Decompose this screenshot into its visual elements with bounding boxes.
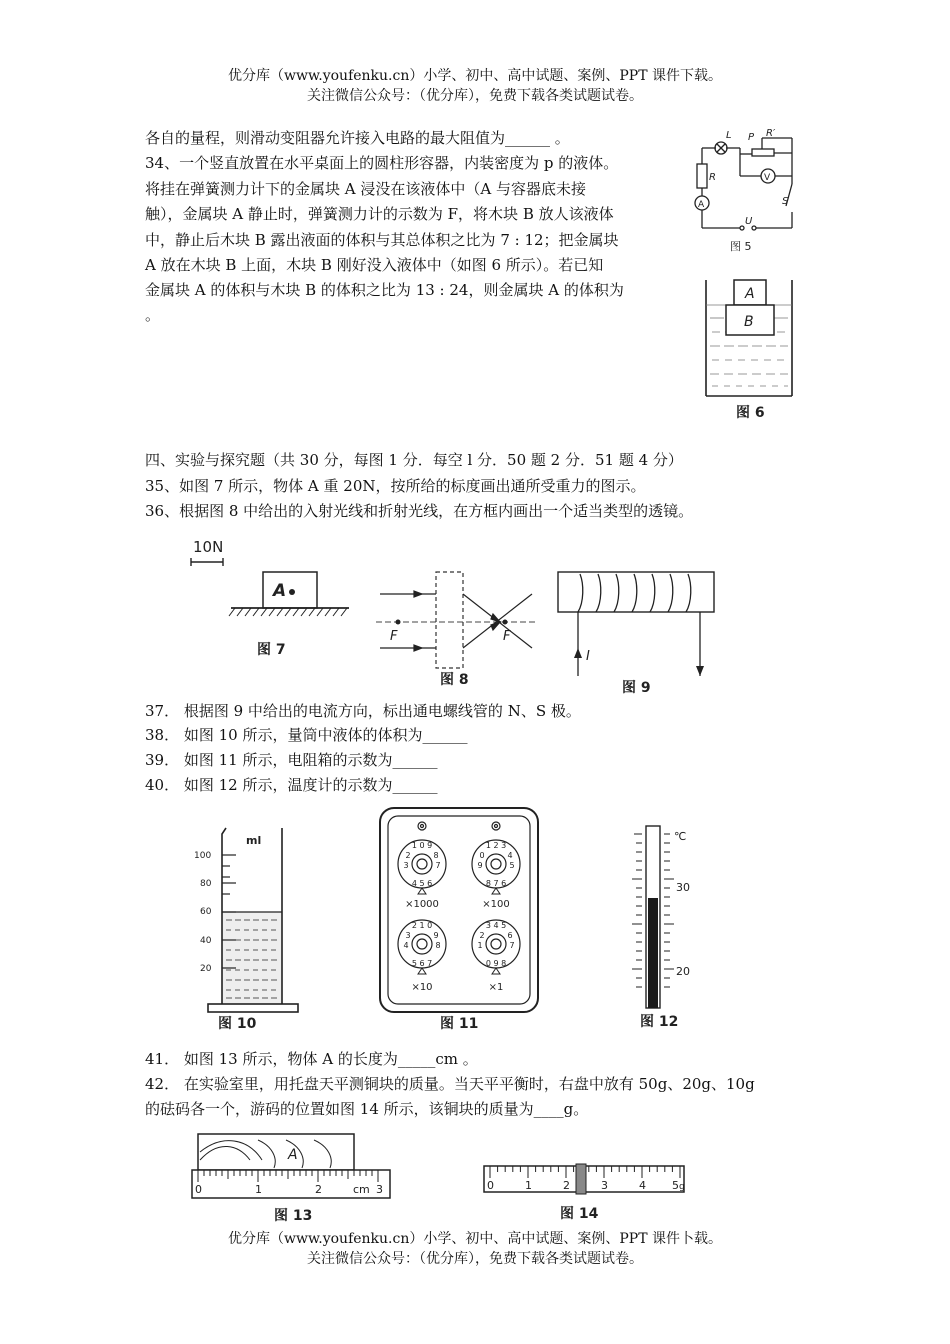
fig10-tick-20: 20: [200, 964, 212, 974]
figure-14-rider-scale: [480, 1158, 700, 1224]
q33-tail: 各自的量程，则滑动变阻器允许接入电路的最大阻值为______ 。: [145, 129, 570, 147]
figure-7-block-scale: [185, 536, 355, 666]
header-line-1: 优分库（www.youfenku.cn）小学、初中、高中试题、案例、PPT 课件下载。: [227, 68, 722, 84]
fig12-unit: ℃: [674, 830, 687, 843]
q34-line-3: 触），金属块 A 静止时，弹簧测力计的示数为 F，将木块 B 放人该液体: [145, 205, 614, 223]
fig11-dial-1000: ×1000: [405, 899, 439, 910]
q34-line-1: 34、一个竖直放置在水平桌面上的圆柱形容器，内装密度为 p 的液体。: [145, 154, 619, 172]
fig14-tick-2: 2: [563, 1179, 570, 1192]
fig13-unit: cm: [353, 1183, 370, 1196]
fig10-tick-80: 80: [200, 879, 212, 889]
q41-text: 41． 如图 13 所示，物体 A 的长度为_____cm 。: [145, 1050, 478, 1068]
q42-line-2: 的砝码各一个，游码的位置如图 14 所示，该铜块的质量为____g。: [145, 1100, 589, 1118]
fig13-caption: 图 13: [274, 1208, 313, 1224]
q34-line-5: A 放在木块 B 上面，木块 B 刚好没入液体中（如图 6 所示）。若已知: [145, 256, 604, 274]
fig11-dial-100: ×100: [482, 899, 510, 910]
svg-text:1 2 3: 1 2 3: [485, 841, 507, 850]
svg-text:4: 4: [507, 851, 513, 860]
fig13-block-label: A: [288, 1147, 298, 1163]
fig9-caption: 图 9: [622, 680, 651, 696]
fig10-tick-60: 60: [200, 907, 212, 917]
fig8-focus-right: F: [503, 629, 511, 644]
figure-6-container: [698, 272, 798, 422]
q38-text: 38． 如图 10 所示，量筒中液体的体积为______: [145, 726, 468, 744]
q37-text: 37． 根据图 9 中给出的电流方向，标出通电螺线管的 N、S 极。: [145, 702, 581, 720]
fig11-dial-10: ×10: [411, 982, 433, 993]
svg-text:7: 7: [509, 941, 515, 950]
figure-8-lens-box: [372, 566, 542, 690]
svg-text:3: 3: [405, 931, 411, 940]
svg-text:4 5 6: 4 5 6: [411, 879, 433, 888]
section-4-title: 四、实验与探究题（共 30 分，每图 1 分．每空 l 分．50 题 2 分．51 题 4 分）: [145, 451, 683, 469]
fig12-tick-30: 30: [676, 881, 690, 894]
q34-line-2: 将挂在弹簧测力计下的金属块 A 浸没在该液体中（A 与容器底未接: [145, 180, 586, 198]
q34-line-6: 金属块 A 的体积与木块 B 的体积之比为 13 : 24，则金属块 A 的体积为: [145, 281, 624, 299]
footer-line-2: 关注微信公众号：（优分库），免费下载各类试题试卷。: [307, 1251, 643, 1267]
q34-line-7: 。: [145, 306, 161, 324]
fig5-label-s: S: [782, 196, 789, 207]
header-line-2: 关注微信公众号：（优分库），免费下载各类试题试卷。: [307, 88, 643, 104]
svg-text:3 4 5: 3 4 5: [485, 921, 507, 930]
fig6-label-a: A: [745, 286, 755, 302]
fig13-tick-3: 3: [376, 1183, 383, 1196]
fig8-caption: 图 8: [440, 672, 469, 688]
svg-text:6: 6: [507, 931, 513, 940]
fig11-caption: 图 11: [440, 1016, 479, 1032]
figure-10-cylinder: [190, 822, 300, 1032]
fig14-tick-0: 0: [487, 1179, 494, 1192]
q39-text: 39． 如图 11 所示，电阻箱的示数为______: [145, 751, 438, 769]
fig14-tick-3: 3: [601, 1179, 608, 1192]
svg-text:1 0 9: 1 0 9: [411, 841, 433, 850]
svg-text:5: 5: [509, 861, 515, 870]
fig7-scale-label: 10N: [193, 538, 224, 556]
svg-text:9: 9: [433, 931, 439, 940]
svg-text:2 1 0: 2 1 0: [411, 921, 433, 930]
fig14-rider: [576, 1164, 586, 1194]
fig13-tick-2: 2: [315, 1183, 322, 1196]
fig12-tick-20: 20: [676, 965, 690, 978]
fig6-caption: 图 6: [736, 405, 765, 421]
fig5-label-l: L: [726, 130, 732, 141]
fig6-label-b: B: [744, 314, 754, 330]
fig13-tick-0: 0: [195, 1183, 202, 1196]
fig10-caption: 图 10: [218, 1016, 257, 1032]
svg-text:5 6 7: 5 6 7: [411, 959, 433, 968]
figure-13-ruler: [188, 1130, 398, 1226]
fig5-caption: 图 5: [730, 240, 752, 253]
fig5-label-r-prime: R′: [766, 128, 776, 139]
svg-text:9: 9: [477, 861, 483, 870]
figure-12-thermometer: [620, 824, 710, 1034]
q42-line-1: 42． 在实验室里，用托盘天平测铜块的质量。当天平平衡时，右盘中放有 50g、20g、10g: [145, 1075, 755, 1093]
fig14-tick-5: 5: [672, 1179, 679, 1192]
fig5-label-p: P: [748, 132, 755, 143]
svg-text:8 7 6: 8 7 6: [485, 879, 507, 888]
fig14-tick-4: 4: [639, 1179, 646, 1192]
fig9-current-label: I: [586, 649, 590, 664]
fig5-label-u: U: [745, 216, 753, 227]
svg-text:2: 2: [479, 931, 485, 940]
svg-text:0: 0: [479, 851, 485, 860]
footer-line-1: 优分库（www.youfenku.cn）小学、初中、高中试题、案例、PPT 课件卜载。: [227, 1231, 722, 1247]
q40-text: 40． 如图 12 所示，温度计的示数为______: [145, 776, 438, 794]
fig5-label-r: R: [709, 172, 716, 183]
fig5-label-a: A: [698, 200, 705, 210]
fig7-caption: 图 7: [257, 642, 286, 658]
svg-text:1: 1: [477, 941, 483, 950]
fig14-tick-1: 1: [525, 1179, 532, 1192]
fig5-label-v: V: [764, 173, 771, 183]
svg-text:3: 3: [403, 861, 409, 870]
svg-text:4: 4: [403, 941, 409, 950]
fig7-block-label: A: [273, 581, 287, 601]
fig14-unit: g: [679, 1182, 685, 1192]
svg-text:2: 2: [405, 851, 411, 860]
q34-line-4: 中，静止后木块 B 露出液面的体积与其总体积之比为 7 : 12；把金属块: [145, 231, 619, 249]
q36-text: 36、根据图 8 中给出的入射光线和折射光线，在方框内画出一个适当类型的透镜。: [145, 502, 694, 520]
svg-text:7: 7: [435, 861, 441, 870]
fig14-caption: 图 14: [560, 1206, 599, 1222]
figure-11-resistance-box: [376, 806, 542, 1032]
fig13-tick-1: 1: [255, 1183, 262, 1196]
fig11-dial-1: ×1: [488, 982, 504, 993]
svg-text:8: 8: [433, 851, 439, 860]
fig8-focus-left: F: [390, 629, 398, 644]
svg-text:0 9 8: 0 9 8: [485, 959, 507, 968]
fig10-unit: ml: [246, 834, 262, 847]
fig10-tick-100: 100: [194, 851, 212, 861]
fig10-tick-40: 40: [200, 936, 212, 946]
q35-text: 35、如图 7 所示，物体 A 重 20N，按所给的标度画出通所受重力的图示。: [145, 477, 646, 495]
figure-5-circuit: [682, 124, 812, 254]
fig12-caption: 图 12: [640, 1014, 679, 1030]
figure-9-solenoid: [550, 566, 720, 700]
svg-text:8: 8: [435, 941, 441, 950]
